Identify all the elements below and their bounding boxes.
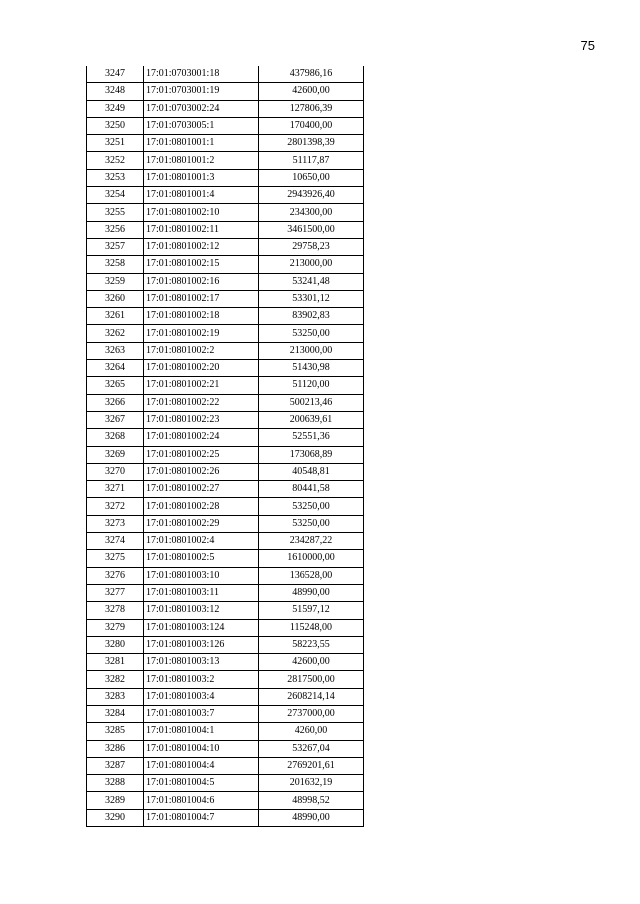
row-number-cell: 3278 (87, 602, 144, 619)
table-row (87, 100, 364, 117)
value-cell: 51120,00 (259, 377, 364, 394)
row-number-cell: 3268 (87, 429, 144, 446)
data-table (86, 66, 364, 827)
row-number-cell: 3289 (87, 792, 144, 809)
row-number-cell: 3262 (87, 325, 144, 342)
row-number-cell: 3284 (87, 705, 144, 722)
cadastral-number-cell: 17:01:0801001:1 (144, 135, 259, 152)
table-body (87, 66, 364, 827)
value-cell: 48998,52 (259, 792, 364, 809)
table-row (87, 169, 364, 186)
cadastral-number-cell: 17:01:0801004:1 (144, 723, 259, 740)
cadastral-number-cell: 17:01:0801004:7 (144, 809, 259, 826)
cadastral-number-cell: 17:01:0801002:10 (144, 204, 259, 221)
table-row (87, 792, 364, 809)
cadastral-number-cell: 17:01:0801002:29 (144, 515, 259, 532)
cadastral-number-cell: 17:01:0801003:124 (144, 619, 259, 636)
cadastral-number-cell: 17:01:0801002:23 (144, 411, 259, 428)
value-cell: 3461500,00 (259, 221, 364, 238)
cadastral-number-cell: 17:01:0703002:24 (144, 100, 259, 117)
value-cell: 42600,00 (259, 83, 364, 100)
row-number-cell: 3271 (87, 481, 144, 498)
row-number-cell: 3286 (87, 740, 144, 757)
row-number-cell: 3253 (87, 169, 144, 186)
table-row (87, 619, 364, 636)
cadastral-number-cell: 17:01:0703001:19 (144, 83, 259, 100)
value-cell: 234287,22 (259, 533, 364, 550)
table-row (87, 187, 364, 204)
table-row (87, 671, 364, 688)
row-number-cell: 3259 (87, 273, 144, 290)
cadastral-number-cell: 17:01:0801003:13 (144, 654, 259, 671)
value-cell: 42600,00 (259, 654, 364, 671)
row-number-cell: 3248 (87, 83, 144, 100)
row-number-cell: 3288 (87, 775, 144, 792)
row-number-cell: 3276 (87, 567, 144, 584)
row-number-cell: 3279 (87, 619, 144, 636)
value-cell: 51597,12 (259, 602, 364, 619)
row-number-cell: 3287 (87, 757, 144, 774)
value-cell: 80441,58 (259, 481, 364, 498)
row-number-cell: 3275 (87, 550, 144, 567)
row-number-cell: 3283 (87, 688, 144, 705)
value-cell: 53250,00 (259, 498, 364, 515)
row-number-cell: 3257 (87, 238, 144, 255)
table-row (87, 360, 364, 377)
row-number-cell: 3270 (87, 463, 144, 480)
table-row (87, 654, 364, 671)
row-number-cell: 3267 (87, 411, 144, 428)
cadastral-number-cell: 17:01:0703001:18 (144, 66, 259, 83)
row-number-cell: 3250 (87, 117, 144, 134)
row-number-cell: 3255 (87, 204, 144, 221)
value-cell: 51430,98 (259, 360, 364, 377)
row-number-cell: 3280 (87, 636, 144, 653)
value-cell: 500213,46 (259, 394, 364, 411)
cadastral-number-cell: 17:01:0801002:24 (144, 429, 259, 446)
table-row (87, 83, 364, 100)
table-row (87, 152, 364, 169)
row-number-cell: 3290 (87, 809, 144, 826)
value-cell: 170400,00 (259, 117, 364, 134)
row-number-cell: 3249 (87, 100, 144, 117)
table-row (87, 238, 364, 255)
value-cell: 115248,00 (259, 619, 364, 636)
cadastral-number-cell: 17:01:0801004:5 (144, 775, 259, 792)
page-number: 75 (580, 38, 595, 53)
row-number-cell: 3264 (87, 360, 144, 377)
table-row (87, 446, 364, 463)
table-row (87, 325, 364, 342)
row-number-cell: 3269 (87, 446, 144, 463)
row-number-cell: 3258 (87, 256, 144, 273)
cadastral-number-cell: 17:01:0801002:27 (144, 481, 259, 498)
value-cell: 201632,19 (259, 775, 364, 792)
table-row (87, 705, 364, 722)
value-cell: 48990,00 (259, 584, 364, 601)
row-number-cell: 3247 (87, 66, 144, 83)
value-cell: 2943926,40 (259, 187, 364, 204)
cadastral-number-cell: 17:01:0801002:28 (144, 498, 259, 515)
cadastral-number-cell: 17:01:0801002:2 (144, 342, 259, 359)
value-cell: 200639,61 (259, 411, 364, 428)
row-number-cell: 3265 (87, 377, 144, 394)
cadastral-number-cell: 17:01:0801002:20 (144, 360, 259, 377)
cadastral-number-cell: 17:01:0801004:10 (144, 740, 259, 757)
table-row (87, 308, 364, 325)
table-row (87, 411, 364, 428)
cadastral-number-cell: 17:01:0801003:11 (144, 584, 259, 601)
row-number-cell: 3263 (87, 342, 144, 359)
value-cell: 40548,81 (259, 463, 364, 480)
row-number-cell: 3273 (87, 515, 144, 532)
cadastral-number-cell: 17:01:0801001:3 (144, 169, 259, 186)
cadastral-number-cell: 17:01:0801002:19 (144, 325, 259, 342)
cadastral-number-cell: 17:01:0801003:12 (144, 602, 259, 619)
value-cell: 53250,00 (259, 515, 364, 532)
row-number-cell: 3254 (87, 187, 144, 204)
value-cell: 10650,00 (259, 169, 364, 186)
cadastral-number-cell: 17:01:0801004:6 (144, 792, 259, 809)
value-cell: 2817500,00 (259, 671, 364, 688)
value-cell: 1610000,00 (259, 550, 364, 567)
row-number-cell: 3251 (87, 135, 144, 152)
cadastral-number-cell: 17:01:0801001:2 (144, 152, 259, 169)
table-row (87, 290, 364, 307)
row-number-cell: 3285 (87, 723, 144, 740)
row-number-cell: 3266 (87, 394, 144, 411)
value-cell: 2801398,39 (259, 135, 364, 152)
value-cell: 213000,00 (259, 342, 364, 359)
table-row (87, 204, 364, 221)
value-cell: 58223,55 (259, 636, 364, 653)
table-row (87, 117, 364, 134)
table-row (87, 221, 364, 238)
table-row (87, 498, 364, 515)
table-row (87, 481, 364, 498)
cadastral-number-cell: 17:01:0801003:126 (144, 636, 259, 653)
table-row (87, 584, 364, 601)
value-cell: 29758,23 (259, 238, 364, 255)
value-cell: 2737000,00 (259, 705, 364, 722)
cadastral-number-cell: 17:01:0801002:25 (144, 446, 259, 463)
row-number-cell: 3256 (87, 221, 144, 238)
cadastral-number-cell: 17:01:0801002:16 (144, 273, 259, 290)
table-row (87, 723, 364, 740)
table-row (87, 688, 364, 705)
value-cell: 234300,00 (259, 204, 364, 221)
value-cell: 83902,83 (259, 308, 364, 325)
table-row (87, 567, 364, 584)
table-row (87, 775, 364, 792)
row-number-cell: 3277 (87, 584, 144, 601)
value-cell: 437986,16 (259, 66, 364, 83)
value-cell: 53250,00 (259, 325, 364, 342)
table-row (87, 757, 364, 774)
cadastral-number-cell: 17:01:0801003:7 (144, 705, 259, 722)
value-cell: 48990,00 (259, 809, 364, 826)
cadastral-number-cell: 17:01:0801003:10 (144, 567, 259, 584)
cadastral-number-cell: 17:01:0801001:4 (144, 187, 259, 204)
value-cell: 52551,36 (259, 429, 364, 446)
table-row (87, 273, 364, 290)
value-cell: 173068,89 (259, 446, 364, 463)
table-row (87, 135, 364, 152)
cadastral-number-cell: 17:01:0801002:4 (144, 533, 259, 550)
table-row (87, 550, 364, 567)
row-number-cell: 3274 (87, 533, 144, 550)
value-cell: 136528,00 (259, 567, 364, 584)
row-number-cell: 3260 (87, 290, 144, 307)
cadastral-number-cell: 17:01:0801003:2 (144, 671, 259, 688)
row-number-cell: 3261 (87, 308, 144, 325)
cadastral-number-cell: 17:01:0801002:18 (144, 308, 259, 325)
row-number-cell: 3281 (87, 654, 144, 671)
table-row (87, 394, 364, 411)
table-row (87, 602, 364, 619)
cadastral-number-cell: 17:01:0801002:26 (144, 463, 259, 480)
cadastral-number-cell: 17:01:0703005:1 (144, 117, 259, 134)
table-row (87, 809, 364, 826)
table-row (87, 463, 364, 480)
table-row (87, 533, 364, 550)
value-cell: 51117,87 (259, 152, 364, 169)
table-row (87, 636, 364, 653)
table-row (87, 66, 364, 83)
cadastral-number-cell: 17:01:0801002:22 (144, 394, 259, 411)
cadastral-number-cell: 17:01:0801004:4 (144, 757, 259, 774)
row-number-cell: 3252 (87, 152, 144, 169)
cadastral-number-cell: 17:01:0801002:21 (144, 377, 259, 394)
cadastral-number-cell: 17:01:0801002:11 (144, 221, 259, 238)
table-row (87, 342, 364, 359)
cadastral-number-cell: 17:01:0801002:12 (144, 238, 259, 255)
cadastral-number-cell: 17:01:0801002:17 (144, 290, 259, 307)
value-cell: 53267,04 (259, 740, 364, 757)
table-row (87, 256, 364, 273)
table-row (87, 429, 364, 446)
table-row (87, 740, 364, 757)
cadastral-number-cell: 17:01:0801002:5 (144, 550, 259, 567)
value-cell: 53301,12 (259, 290, 364, 307)
row-number-cell: 3272 (87, 498, 144, 515)
value-cell: 127806,39 (259, 100, 364, 117)
value-cell: 2608214,14 (259, 688, 364, 705)
table-row (87, 377, 364, 394)
table-row (87, 515, 364, 532)
cadastral-number-cell: 17:01:0801003:4 (144, 688, 259, 705)
row-number-cell: 3282 (87, 671, 144, 688)
value-cell: 53241,48 (259, 273, 364, 290)
value-cell: 2769201,61 (259, 757, 364, 774)
cadastral-number-cell: 17:01:0801002:15 (144, 256, 259, 273)
value-cell: 213000,00 (259, 256, 364, 273)
value-cell: 4260,00 (259, 723, 364, 740)
